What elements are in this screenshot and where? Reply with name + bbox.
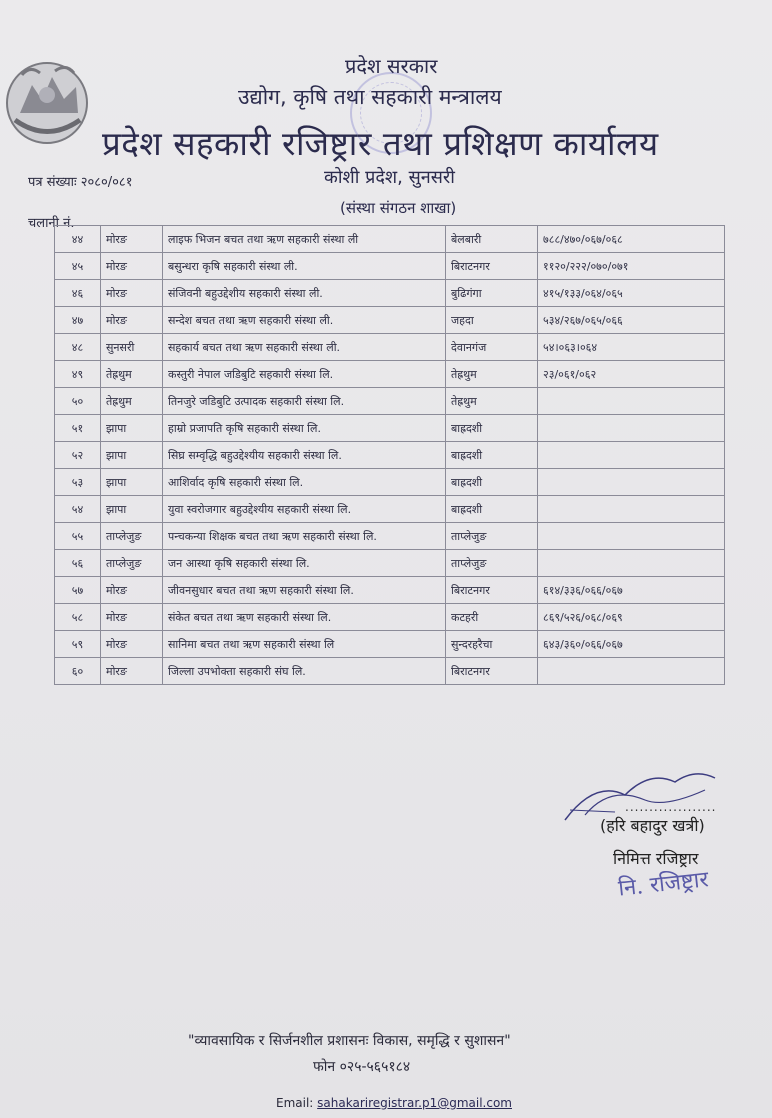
table-row [55, 307, 725, 334]
dispatch-number: चलानी नं. [28, 216, 75, 231]
table-row [55, 253, 725, 280]
district-cell: मोरङ [101, 280, 163, 307]
serial-number-cell: ४६ [55, 280, 101, 307]
address-cell: बाह्रदशी [446, 496, 538, 523]
signature-line: ................... [625, 800, 717, 814]
serial-number-cell: ४९ [55, 361, 101, 388]
table-row [55, 415, 725, 442]
table-row [55, 658, 725, 685]
cooperative-name-cell: संकेत बचत तथा ऋण सहकारी संस्था लि. [163, 604, 446, 631]
registration-number-cell [538, 388, 725, 415]
district-cell: ताप्लेजुङ [101, 523, 163, 550]
table-row [55, 442, 725, 469]
district-cell: झापा [101, 415, 163, 442]
address-cell: सुन्दरहरैचा [446, 631, 538, 658]
serial-number-cell: ५६ [55, 550, 101, 577]
address-cell: कटहरी [446, 604, 538, 631]
table-row [55, 604, 725, 631]
serial-number-cell: ६० [55, 658, 101, 685]
district-cell: झापा [101, 442, 163, 469]
office-title: प्रदेश सहकारी रजिष्ट्रार तथा प्रशिक्षण कार्यालय [102, 124, 659, 163]
serial-number-cell: ४५ [55, 253, 101, 280]
address-cell: तेह्रथुम [446, 361, 538, 388]
serial-number-cell: ५२ [55, 442, 101, 469]
cooperative-name-cell: सिघ्र सम्वृद्धि बहुउद्देश्यीय सहकारी संस्था लि. [163, 442, 446, 469]
table-row [55, 550, 725, 577]
serial-number-cell: ५७ [55, 577, 101, 604]
table-row [55, 388, 725, 415]
district-cell: मोरङ [101, 577, 163, 604]
registration-number-cell: २३/०६१/०६२ [538, 361, 725, 388]
cooperative-name-cell: युवा स्वरोजगार बहुउद्देश्यीय सहकारी संस्था लि. [163, 496, 446, 523]
registration-number-cell: ७८८/४७०/०६७/०६८ [538, 226, 725, 253]
address-cell: जहदा [446, 307, 538, 334]
serial-number-cell: ५३ [55, 469, 101, 496]
government-emblem-icon [0, 55, 95, 150]
district-cell: तेह्रथुम [101, 361, 163, 388]
registration-number-cell [538, 496, 725, 523]
signatory-title: निमित्त रजिष्ट्रार [613, 849, 699, 868]
registration-number-cell [538, 415, 725, 442]
registration-number-cell [538, 658, 725, 685]
district-cell: झापा [101, 469, 163, 496]
serial-number-cell: ५५ [55, 523, 101, 550]
table-row [55, 280, 725, 307]
cooperative-name-cell: हाम्रो प्रजापति कृषि सहकारी संस्था लि. [163, 415, 446, 442]
cooperative-name-cell: जीवनसुधार बचत तथा ऋण सहकारी संस्था लि. [163, 577, 446, 604]
address-cell: ताप्लेजुङ [446, 550, 538, 577]
header-line-2: उद्योग, कृषि तथा सहकारी मन्त्रालय [238, 85, 502, 109]
registration-number-cell [538, 523, 725, 550]
address-cell: बाह्रदशी [446, 469, 538, 496]
address-cell: बिराटनगर [446, 658, 538, 685]
cooperative-name-cell: संजिवनी बहुउद्देशीय सहकारी संस्था ली. [163, 280, 446, 307]
address-cell: बिराटनगर [446, 253, 538, 280]
registration-number-cell: ६४३/३६०/०६६/०६७ [538, 631, 725, 658]
cooperative-name-cell: पन्चकन्या शिक्षक बचत तथा ऋण सहकारी संस्था लि. [163, 523, 446, 550]
cooperative-name-cell: सानिमा बचत तथा ऋण सहकारी संस्था लि [163, 631, 446, 658]
district-cell: तेह्रथुम [101, 388, 163, 415]
cooperative-name-cell: बसुन्धरा कृषि सहकारी संस्था ली. [163, 253, 446, 280]
serial-number-cell: ५८ [55, 604, 101, 631]
signatory-name: (हरि बहादुर खत्री) [600, 816, 705, 835]
cooperative-name-cell: आशिर्वाद कृषि सहकारी संस्था लि. [163, 469, 446, 496]
serial-number-cell: ५० [55, 388, 101, 415]
header-section: (संस्था संगठन शाखा) [340, 199, 457, 217]
district-cell: मोरङ [101, 658, 163, 685]
registration-number-cell: ८६९/५२६/०६८/०६९ [538, 604, 725, 631]
registration-number-cell [538, 469, 725, 496]
address-cell: बुढिगंगा [446, 280, 538, 307]
address-cell: देवानगंज [446, 334, 538, 361]
address-cell: ताप्लेजुङ [446, 523, 538, 550]
registration-number-cell: ११२०/२२२/०७०/०७१ [538, 253, 725, 280]
table-row [55, 631, 725, 658]
district-cell: ताप्लेजुङ [101, 550, 163, 577]
table-row [55, 361, 725, 388]
email-link[interactable]: sahakariregistrar.p1@gmail.com [317, 1096, 512, 1110]
serial-number-cell: ४८ [55, 334, 101, 361]
footer-phone: फोन ०२५-५६५१८४ [313, 1059, 411, 1075]
cooperative-name-cell: सहकार्य बचत तथा ऋण सहकारी संस्था ली. [163, 334, 446, 361]
header-line-1: प्रदेश सरकार [345, 54, 438, 78]
cooperative-name-cell: तिनजुरे जडिबुटि उत्पादक सहकारी संस्था लि. [163, 388, 446, 415]
cooperative-name-cell: लाइफ भिजन बचत तथा ऋण सहकारी संस्था ली [163, 226, 446, 253]
address-cell: बेलबारी [446, 226, 538, 253]
footer-slogan: "व्यावसायिक र सिर्जनशील प्रशासनः विकास, समृद्धि र सुशासन" [188, 1033, 511, 1049]
letter-number: पत्र संख्याः २०८०/०८१ [28, 175, 133, 190]
table-row [55, 226, 725, 253]
table-row [55, 469, 725, 496]
serial-number-cell: ४७ [55, 307, 101, 334]
cooperative-name-cell: सन्देश बचत तथा ऋण सहकारी संस्था ली. [163, 307, 446, 334]
registration-number-cell [538, 442, 725, 469]
address-cell: बाह्रदशी [446, 442, 538, 469]
registration-number-cell: ६१४/३३६/०६६/०६७ [538, 577, 725, 604]
serial-number-cell: ५९ [55, 631, 101, 658]
district-cell: मोरङ [101, 307, 163, 334]
address-cell: तेह्रथुम [446, 388, 538, 415]
district-cell: झापा [101, 496, 163, 523]
address-cell: बाह्रदशी [446, 415, 538, 442]
serial-number-cell: ५४ [55, 496, 101, 523]
table-row [55, 523, 725, 550]
serial-number-cell: ५१ [55, 415, 101, 442]
header-location: कोशी प्रदेश, सुनसरी [324, 167, 455, 188]
table-row [55, 334, 725, 361]
registration-number-cell: ५४।०६३।०६४ [538, 334, 725, 361]
table-row [55, 577, 725, 604]
district-cell: सुनसरी [101, 334, 163, 361]
cooperative-name-cell: जन आस्था कृषि सहकारी संस्था लि. [163, 550, 446, 577]
registration-number-cell: ४१५/१३३/०६४/०६५ [538, 280, 725, 307]
district-cell: मोरङ [101, 253, 163, 280]
registration-number-cell: ५३४/२६७/०६५/०६६ [538, 307, 725, 334]
district-cell: मोरङ [101, 604, 163, 631]
district-cell: मोरङ [101, 631, 163, 658]
registration-number-cell [538, 550, 725, 577]
table-row [55, 496, 725, 523]
cooperative-name-cell: कस्तुरी नेपाल जडिबुटि सहकारी संस्था लि. [163, 361, 446, 388]
footer-email [276, 1096, 512, 1110]
district-cell: मोरङ [101, 226, 163, 253]
email-label: Email: [276, 1096, 318, 1110]
serial-number-cell: ४४ [55, 226, 101, 253]
address-cell: बिराटनगर [446, 577, 538, 604]
cooperative-name-cell: जिल्ला उपभोक्ता सहकारी संघ लि. [163, 658, 446, 685]
cooperatives-table [54, 225, 725, 685]
registrar-stamp: नि. रजिष्ट्रार [617, 867, 710, 902]
